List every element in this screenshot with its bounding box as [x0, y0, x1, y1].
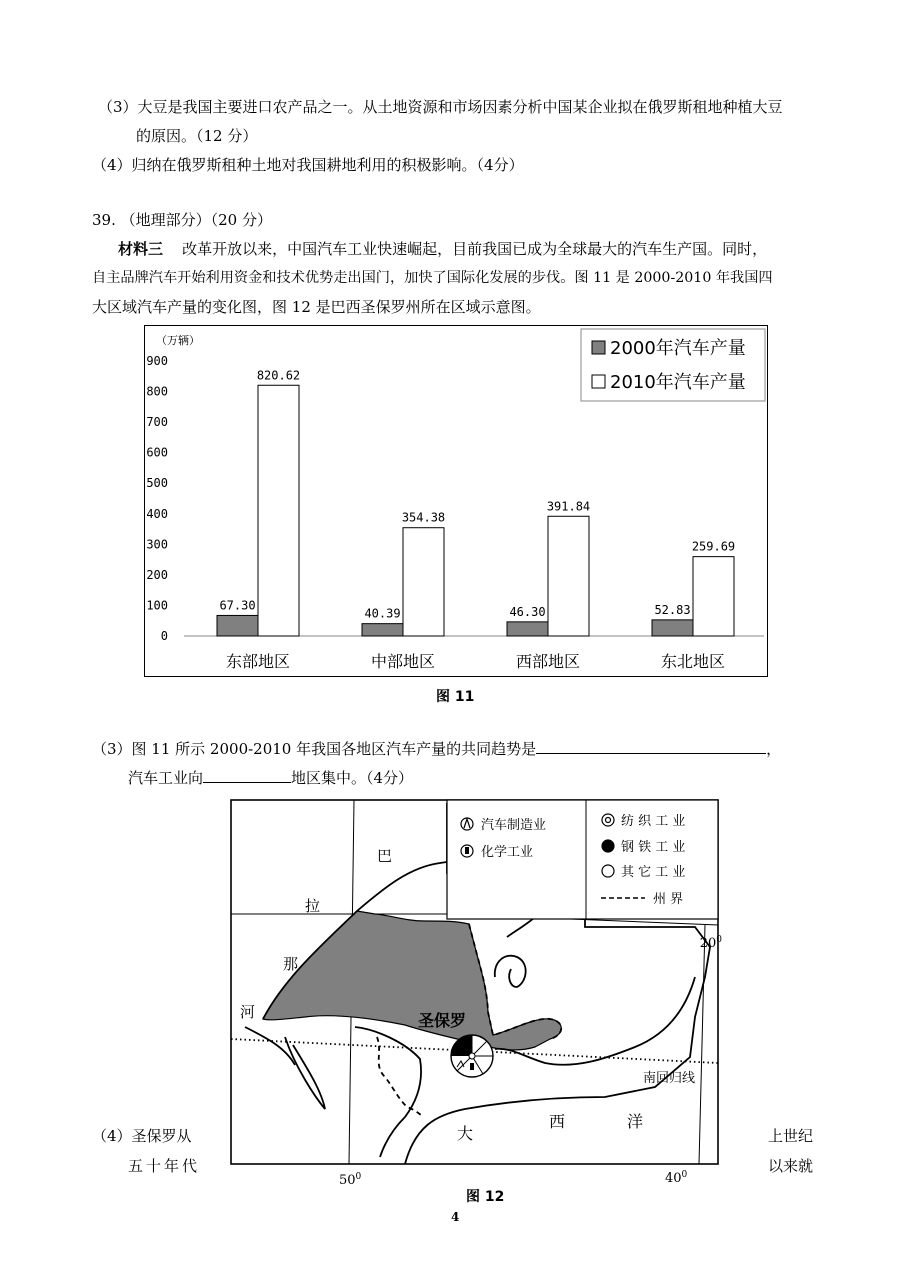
y-axis-label: （万辆） — [156, 334, 200, 347]
q3a-line1: （3）大豆是我国主要进口农产品之一。从土地资源和市场因素分析中国某企业拟在俄罗斯租地种植大豆 — [98, 98, 783, 116]
y-tick-label: 600 — [146, 445, 168, 460]
answer-blank-trend[interactable] — [536, 737, 766, 754]
map-label-la: 拉 — [305, 897, 321, 915]
y-tick-label: 900 — [146, 354, 168, 368]
lat20-value: 20 — [699, 936, 717, 951]
answer-blank-region[interactable] — [203, 766, 291, 783]
figure12-map — [225, 797, 725, 1187]
map-label-na: 那 — [283, 955, 299, 973]
figure12-caption: 图 12 — [466, 1189, 505, 1205]
material-line3: 大区域汽车产量的变化图，图 12 是巴西圣保罗州所在区域示意图。 — [92, 298, 541, 316]
q3b-text3: 地区集中。（4分） — [291, 769, 414, 787]
map-label-he: 河 — [240, 1003, 256, 1021]
data-label: 391.84 — [546, 499, 591, 514]
q3a-line2: 的原因。（12 分） — [136, 127, 258, 145]
q3b-line2 — [128, 766, 413, 788]
map-label-lon40 — [665, 1170, 688, 1186]
figure11-caption: 图 11 — [436, 689, 475, 705]
lon40-degree: 0 — [681, 1170, 688, 1180]
q3b-text1: （3）图 11 所示 2000-2010 年我国各地区汽车产量的共同趋势是 — [92, 740, 537, 758]
q3b-comma: ， — [766, 740, 782, 758]
x-tick-label: 西部地区 — [515, 652, 581, 671]
material-line1 — [118, 239, 767, 259]
bar-2000 — [217, 615, 258, 636]
map-label-lon50 — [339, 1172, 362, 1187]
legend-swatch — [592, 341, 605, 354]
x-tick-label: 东北地区 — [660, 652, 726, 671]
q4a-line: （4）归纳在俄罗斯租种土地对我国耕地利用的积极影响。（4分） — [92, 156, 524, 174]
legend-entry: 2000年汽车产量 — [610, 338, 746, 359]
lon50-degree: 0 — [355, 1172, 362, 1182]
y-tick-label: 400 — [146, 506, 168, 521]
q3b-text2: 汽车工业向 — [128, 769, 204, 787]
q3b-line1 — [92, 737, 781, 759]
data-label: 46.30 — [509, 604, 546, 619]
map-label-lat20 — [700, 935, 723, 951]
data-label: 820.62 — [256, 368, 301, 383]
bar-2010 — [403, 528, 444, 636]
map-label-da: 大 — [457, 1124, 474, 1143]
y-tick-label: 500 — [146, 476, 168, 491]
material-label: 材料三 — [118, 240, 164, 258]
legend-chem: 化学工业 — [481, 845, 534, 860]
bar-2010 — [693, 557, 734, 636]
chemical-industry-icon — [461, 845, 473, 857]
bar-2000 — [362, 624, 403, 636]
q4b-left2: 五十年代 — [128, 1157, 201, 1175]
data-label: 354.38 — [401, 510, 446, 525]
x-tick-label: 东部地区 — [225, 652, 291, 671]
y-tick-label: 200 — [146, 567, 168, 582]
q4b-left1: （4）圣保罗从 — [92, 1127, 192, 1145]
x-tick-label: 中部地区 — [370, 652, 436, 671]
legend-other: 其 它 工 业 — [621, 865, 686, 880]
map-label-city: 圣保罗 — [418, 1011, 467, 1030]
page-number: 4 — [451, 1210, 460, 1224]
y-tick-label: 0 — [160, 629, 168, 643]
material-line2: 自主品牌汽车开始利用资金和技术优势走出国门，加快了国际化发展的步伐。图 11 是 2000-2010 年我国四 — [92, 270, 773, 286]
data-label: 259.69 — [691, 539, 736, 554]
q4b-right1: 上世纪 — [768, 1127, 814, 1145]
other-industry-icon — [602, 865, 614, 877]
bar-2010 — [548, 516, 589, 636]
map-label-yang: 洋 — [627, 1112, 644, 1131]
map-label-ba: 巴 — [377, 847, 393, 865]
legend-border: 州 界 — [653, 892, 684, 907]
lon40-value: 40 — [665, 1171, 682, 1186]
q4b-right2: 以来就 — [768, 1157, 814, 1175]
legend-textile: 纺 织 工 业 — [621, 814, 686, 829]
y-tick-label: 300 — [146, 537, 168, 552]
lat20-degree: 0 — [716, 935, 722, 945]
data-label: 52.83 — [654, 602, 691, 617]
bar-2010 — [258, 385, 299, 636]
legend-entry: 2010年汽车产量 — [610, 372, 746, 393]
textile-industry-icon — [602, 814, 614, 826]
sao-paulo-industry-pie-icon — [451, 1035, 493, 1077]
data-label: 67.30 — [219, 598, 256, 613]
y-tick-label: 100 — [146, 598, 168, 613]
figure11-bar-chart — [144, 325, 768, 677]
y-tick-label: 800 — [146, 384, 168, 399]
legend-auto: 汽车制造业 — [481, 818, 547, 833]
bar-2000 — [507, 622, 548, 636]
legend-swatch — [592, 375, 605, 388]
auto-industry-icon — [461, 818, 473, 830]
legend-steel: 钢 铁 工 业 — [621, 840, 686, 855]
bar-2000 — [652, 620, 693, 636]
map-label-xi: 西 — [549, 1112, 566, 1131]
q39-heading: 39. （地理部分）（20 分） — [92, 211, 272, 229]
lon50-value: 50 — [339, 1173, 356, 1187]
y-tick-label: 700 — [146, 415, 168, 430]
material-text1: 改革开放以来，中国汽车工业快速崛起，目前我国已成为全球最大的汽车生产国。同时， — [182, 240, 768, 258]
data-label: 40.39 — [364, 606, 401, 621]
steel-industry-icon — [602, 840, 614, 852]
map-label-tropic: 南回归线 — [643, 1071, 696, 1086]
